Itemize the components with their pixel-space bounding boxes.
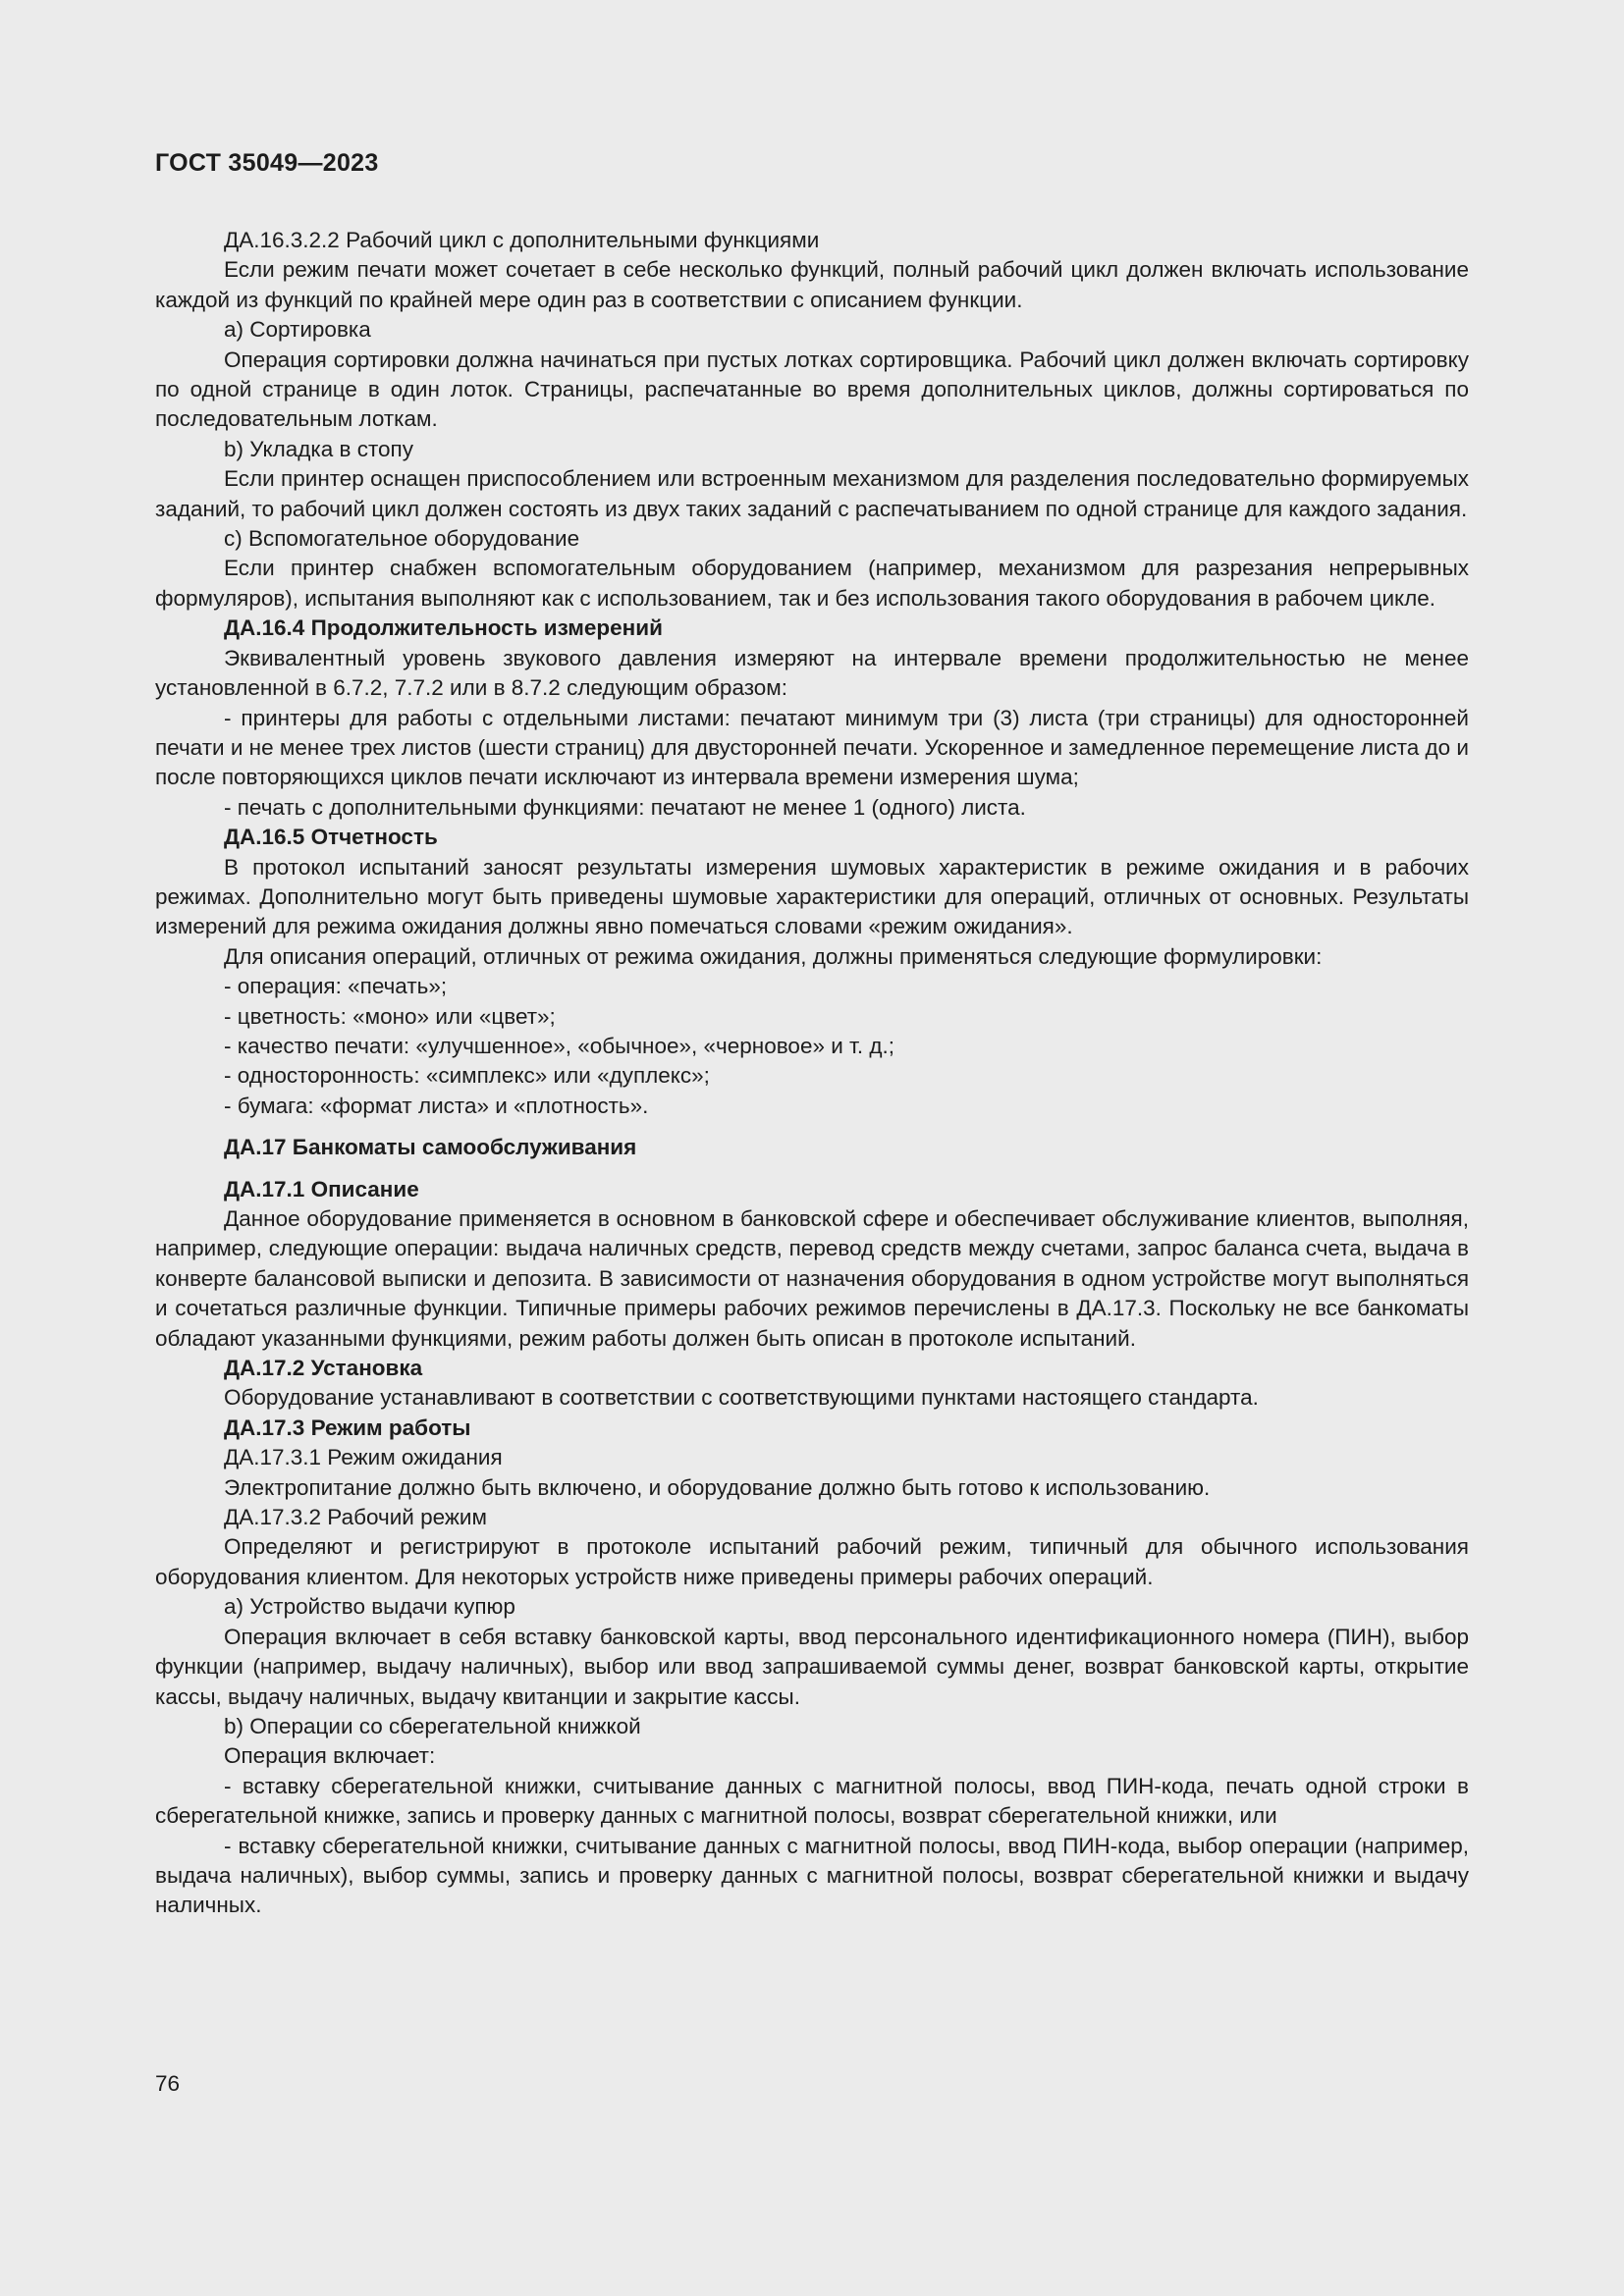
- paragraph: ДА.17.3.1 Режим ожидания: [224, 1445, 503, 1470]
- paragraph: Оборудование устанавливают в соответствии с соответствующими пунктами настоящего стандарта.: [224, 1385, 1259, 1411]
- paragraph: - односторонность: «симплекс» или «дуплекс»;: [224, 1063, 710, 1089]
- paragraph: Операция включает в себя вставку банковской карты, ввод персонального идентификационного номера (ПИН), выбор функции (например, выдачу наличных), выбор или ввод запрашиваемой суммы денег, возврат банковской карты, открытие кассы, выдачу наличных, выдачу квитанции и закрытие кассы.: [155, 1624, 1469, 1709]
- paragraph: - бумага: «формат листа» и «плотность».: [224, 1093, 649, 1118]
- paragraph: В протокол испытаний заносят результаты измерения шумовых характеристик в режиме ожидания и в рабочих режимах. Дополнительно могут быть приведены шумовые характеристики для операций, отличных от основных. Результаты измерений для режима ожидания должны явно помечаться словами «режим ожидания».: [155, 854, 1469, 939]
- paragraph: Электропитание должно быть включено, и оборудование должно быть готово к использованию.: [224, 1474, 1211, 1500]
- paragraph: c) Вспомогательное оборудование: [224, 526, 580, 552]
- paragraph: - вставку сберегательной книжки, считывание данных с магнитной полосы, ввод ПИН-кода, печать одной строки в сберегательной книжке, запись и проверку данных с магнитной полосы, возврат сберегательной книжки, или: [155, 1773, 1469, 1829]
- paragraph: a) Устройство выдачи купюр: [224, 1594, 515, 1620]
- paragraph: - цветность: «моно» или «цвет»;: [224, 1003, 556, 1029]
- paragraph: - операция: «печать»;: [224, 974, 448, 999]
- section-heading: ДА.16.4 Продолжительность измерений: [224, 615, 663, 641]
- paragraph: Если режим печати может сочетает в себе несколько функций, полный рабочий цикл должен включать использование каждой из функций по крайней мере один раз в соответствии с описанием функции.: [155, 257, 1469, 312]
- paragraph: Если принтер снабжен вспомогательным оборудованием (например, механизмом для разрезания непрерывных формуляров), испытания выполняют как с использованием, так и без использования такого оборудования в рабочем цикле.: [155, 556, 1469, 611]
- paragraph: ДА.17.3.2 Рабочий режим: [224, 1505, 487, 1530]
- paragraph: - печать с дополнительными функциями: печатают не менее 1 (одного) листа.: [224, 794, 1026, 820]
- document-header: ГОСТ 35049—2023: [155, 149, 379, 177]
- paragraph: Данное оборудование применяется в основном в банковской сфере и обеспечивает обслуживание клиентов, выполняя, например, следующие операции: выдача наличных средств, перевод средств между счетами, запрос баланса счета, выдача в конверте балансовой выписки и депозита. В зависимости от назначения оборудования в одном устройстве могут выполняться и сочетаться различные функции. Типичные примеры рабочих режимов перечислены в ДА.17.3. Поскольку не все банкоматы обладают указанными функциями, режим работы должен быть описан в протоколе испытаний.: [155, 1206, 1469, 1351]
- section-heading: ДА.16.5 Отчетность: [224, 825, 438, 850]
- paragraph: Операция включает:: [224, 1743, 436, 1769]
- paragraph: - вставку сберегательной книжки, считывание данных с магнитной полосы, ввод ПИН-кода, выбор операции (например, выдача наличных), выбор суммы, запись и проверку данных с магнитной полосы, возврат сберегательной книжки и выдачу наличных.: [155, 1833, 1469, 1918]
- paragraph: a) Сортировка: [224, 317, 371, 343]
- paragraph: Определяют и регистрируют в протоколе испытаний рабочий режим, типичный для обычного использования оборудования клиентом. Для некоторых устройств ниже приведены примеры рабочих операций.: [155, 1534, 1469, 1589]
- section-heading: ДА.17.3 Режим работы: [224, 1415, 471, 1440]
- paragraph: - качество печати: «улучшенное», «обычное», «черновое» и т. д.;: [224, 1033, 894, 1058]
- paragraph: b) Укладка в стопу: [224, 436, 413, 461]
- paragraph: Операция сортировки должна начинаться при пустых лотках сортировщика. Рабочий цикл должен включать сортировку по одной странице в один лоток. Страницы, распечатанные во время дополнительных циклов, должны сортироваться по последовательным лоткам.: [155, 347, 1469, 432]
- document-body: [155, 226, 1469, 1921]
- paragraph: b) Операции со сберегательной книжкой: [224, 1713, 641, 1738]
- paragraph: Если принтер оснащен приспособлением или встроенным механизмом для разделения последовательно формируемых заданий, то рабочий цикл должен состоять из двух таких заданий с распечатыванием по одной странице для каждого задания.: [155, 466, 1469, 521]
- section-heading: ДА.17 Банкоматы самообслуживания: [224, 1135, 637, 1160]
- paragraph: Для описания операций, отличных от режима ожидания, должны применяться следующие формулировки:: [224, 943, 1323, 969]
- section-heading: ДА.17.1 Описание: [224, 1176, 419, 1201]
- paragraph: ДА.16.3.2.2 Рабочий цикл с дополнительными функциями: [224, 228, 820, 252]
- page-number: 76: [155, 2071, 181, 2096]
- paragraph: - принтеры для работы с отдельными листами: печатают минимум три (3) листа (три страницы) для односторонней печати и не менее трех листов (шести страниц) для двусторонней печати. Ускоренное и замедленное перемещение листа до и после повторяющихся циклов печати исключают из интервала времени измерения шума;: [155, 705, 1469, 790]
- section-heading: ДА.17.2 Установка: [224, 1356, 423, 1381]
- paragraph: Эквивалентный уровень звукового давления измеряют на интервале времени продолжительностью не менее установленной в 6.7.2, 7.7.2 или в 8.7.2 следующим образом:: [155, 645, 1469, 701]
